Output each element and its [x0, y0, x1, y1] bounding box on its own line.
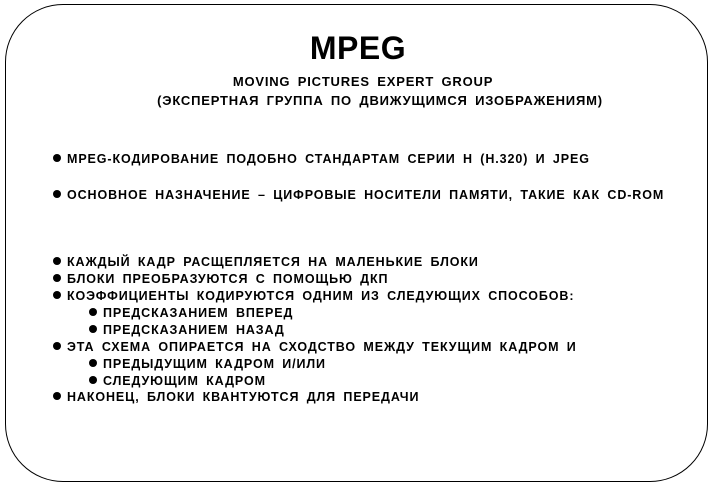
- slide-subtitle-russian: (ЭКСПЕРТНАЯ ГРУППА ПО ДВИЖУЩИМСЯ ИЗОБРАЖЕНИЯМ): [157, 93, 603, 108]
- bullet-dot-icon: [89, 308, 97, 316]
- bullet-frame-split: [53, 254, 479, 270]
- bullet-coefficients: [53, 288, 574, 304]
- sub-bullet-backward-prediction: [89, 322, 285, 338]
- bullet-mpeg-coding: [53, 151, 590, 167]
- bullet-dot-icon: [53, 257, 61, 265]
- sub-bullet-forward-prediction: [89, 305, 293, 321]
- bullet-text: MPEG-КОДИРОВАНИЕ ПОДОБНО СТАНДАРТАМ СЕРИИ H (H.320) И JPEG: [67, 152, 590, 166]
- slide-title: MPEG: [309, 30, 407, 66]
- bullet-dot-icon: [89, 325, 97, 333]
- bullet-dot-icon: [53, 274, 61, 282]
- bullet-dot-icon: [53, 392, 61, 400]
- sub-bullet-previous-frame: [89, 356, 326, 372]
- bullet-text: КАЖДЫЙ КАДР РАСЩЕПЛЯЕТСЯ НА МАЛЕНЬКИЕ БЛОКИ: [67, 255, 479, 269]
- bullet-dct-transform: [53, 271, 388, 287]
- bullet-dot-icon: [89, 359, 97, 367]
- bullet-text: БЛОКИ ПРЕОБРАЗУЮТСЯ С ПОМОЩЬЮ ДКП: [67, 272, 389, 286]
- bullet-dot-icon: [53, 291, 61, 299]
- bullet-text: СЛЕДУЮЩИМ КАДРОМ: [103, 374, 266, 388]
- slide-subtitle-english: MOVING PICTURES EXPERT GROUP: [232, 74, 494, 89]
- bullet-text: ПРЕДСКАЗАНИЕМ ВПЕРЕД: [103, 306, 294, 320]
- bullet-text: ПРЕДЫДУЩИМ КАДРОМ И/ИЛИ: [103, 357, 326, 371]
- sub-bullet-next-frame: [89, 373, 266, 389]
- bullet-text: КОЭФФИЦИЕНТЫ КОДИРУЮТСЯ ОДНИМ ИЗ СЛЕДУЮЩИХ СПОСОБОВ:: [67, 289, 575, 303]
- bullet-scheme-similarity: [53, 339, 577, 355]
- bullet-text: ЭТА СХЕМА ОПИРАЕТСЯ НА СХОДСТВО МЕЖДУ ТЕКУЩИМ КАДРОМ И: [67, 340, 577, 354]
- bullet-text: НАКОНЕЦ, БЛОКИ КВАНТУЮТСЯ ДЛЯ ПЕРЕДАЧИ: [67, 390, 420, 404]
- bullet-dot-icon: [53, 154, 61, 162]
- bullet-quantization: [53, 389, 419, 405]
- bullet-dot-icon: [89, 376, 97, 384]
- bullet-dot-icon: [53, 190, 61, 198]
- bullet-dot-icon: [53, 342, 61, 350]
- bullet-text: ПРЕДСКАЗАНИЕМ НАЗАД: [103, 323, 285, 337]
- bullet-text: ОСНОВНОЕ НАЗНАЧЕНИЕ – ЦИФРОВЫЕ НОСИТЕЛИ ПАМЯТИ, ТАКИЕ КАК CD-ROM: [67, 188, 665, 202]
- bullet-main-purpose: [53, 187, 664, 203]
